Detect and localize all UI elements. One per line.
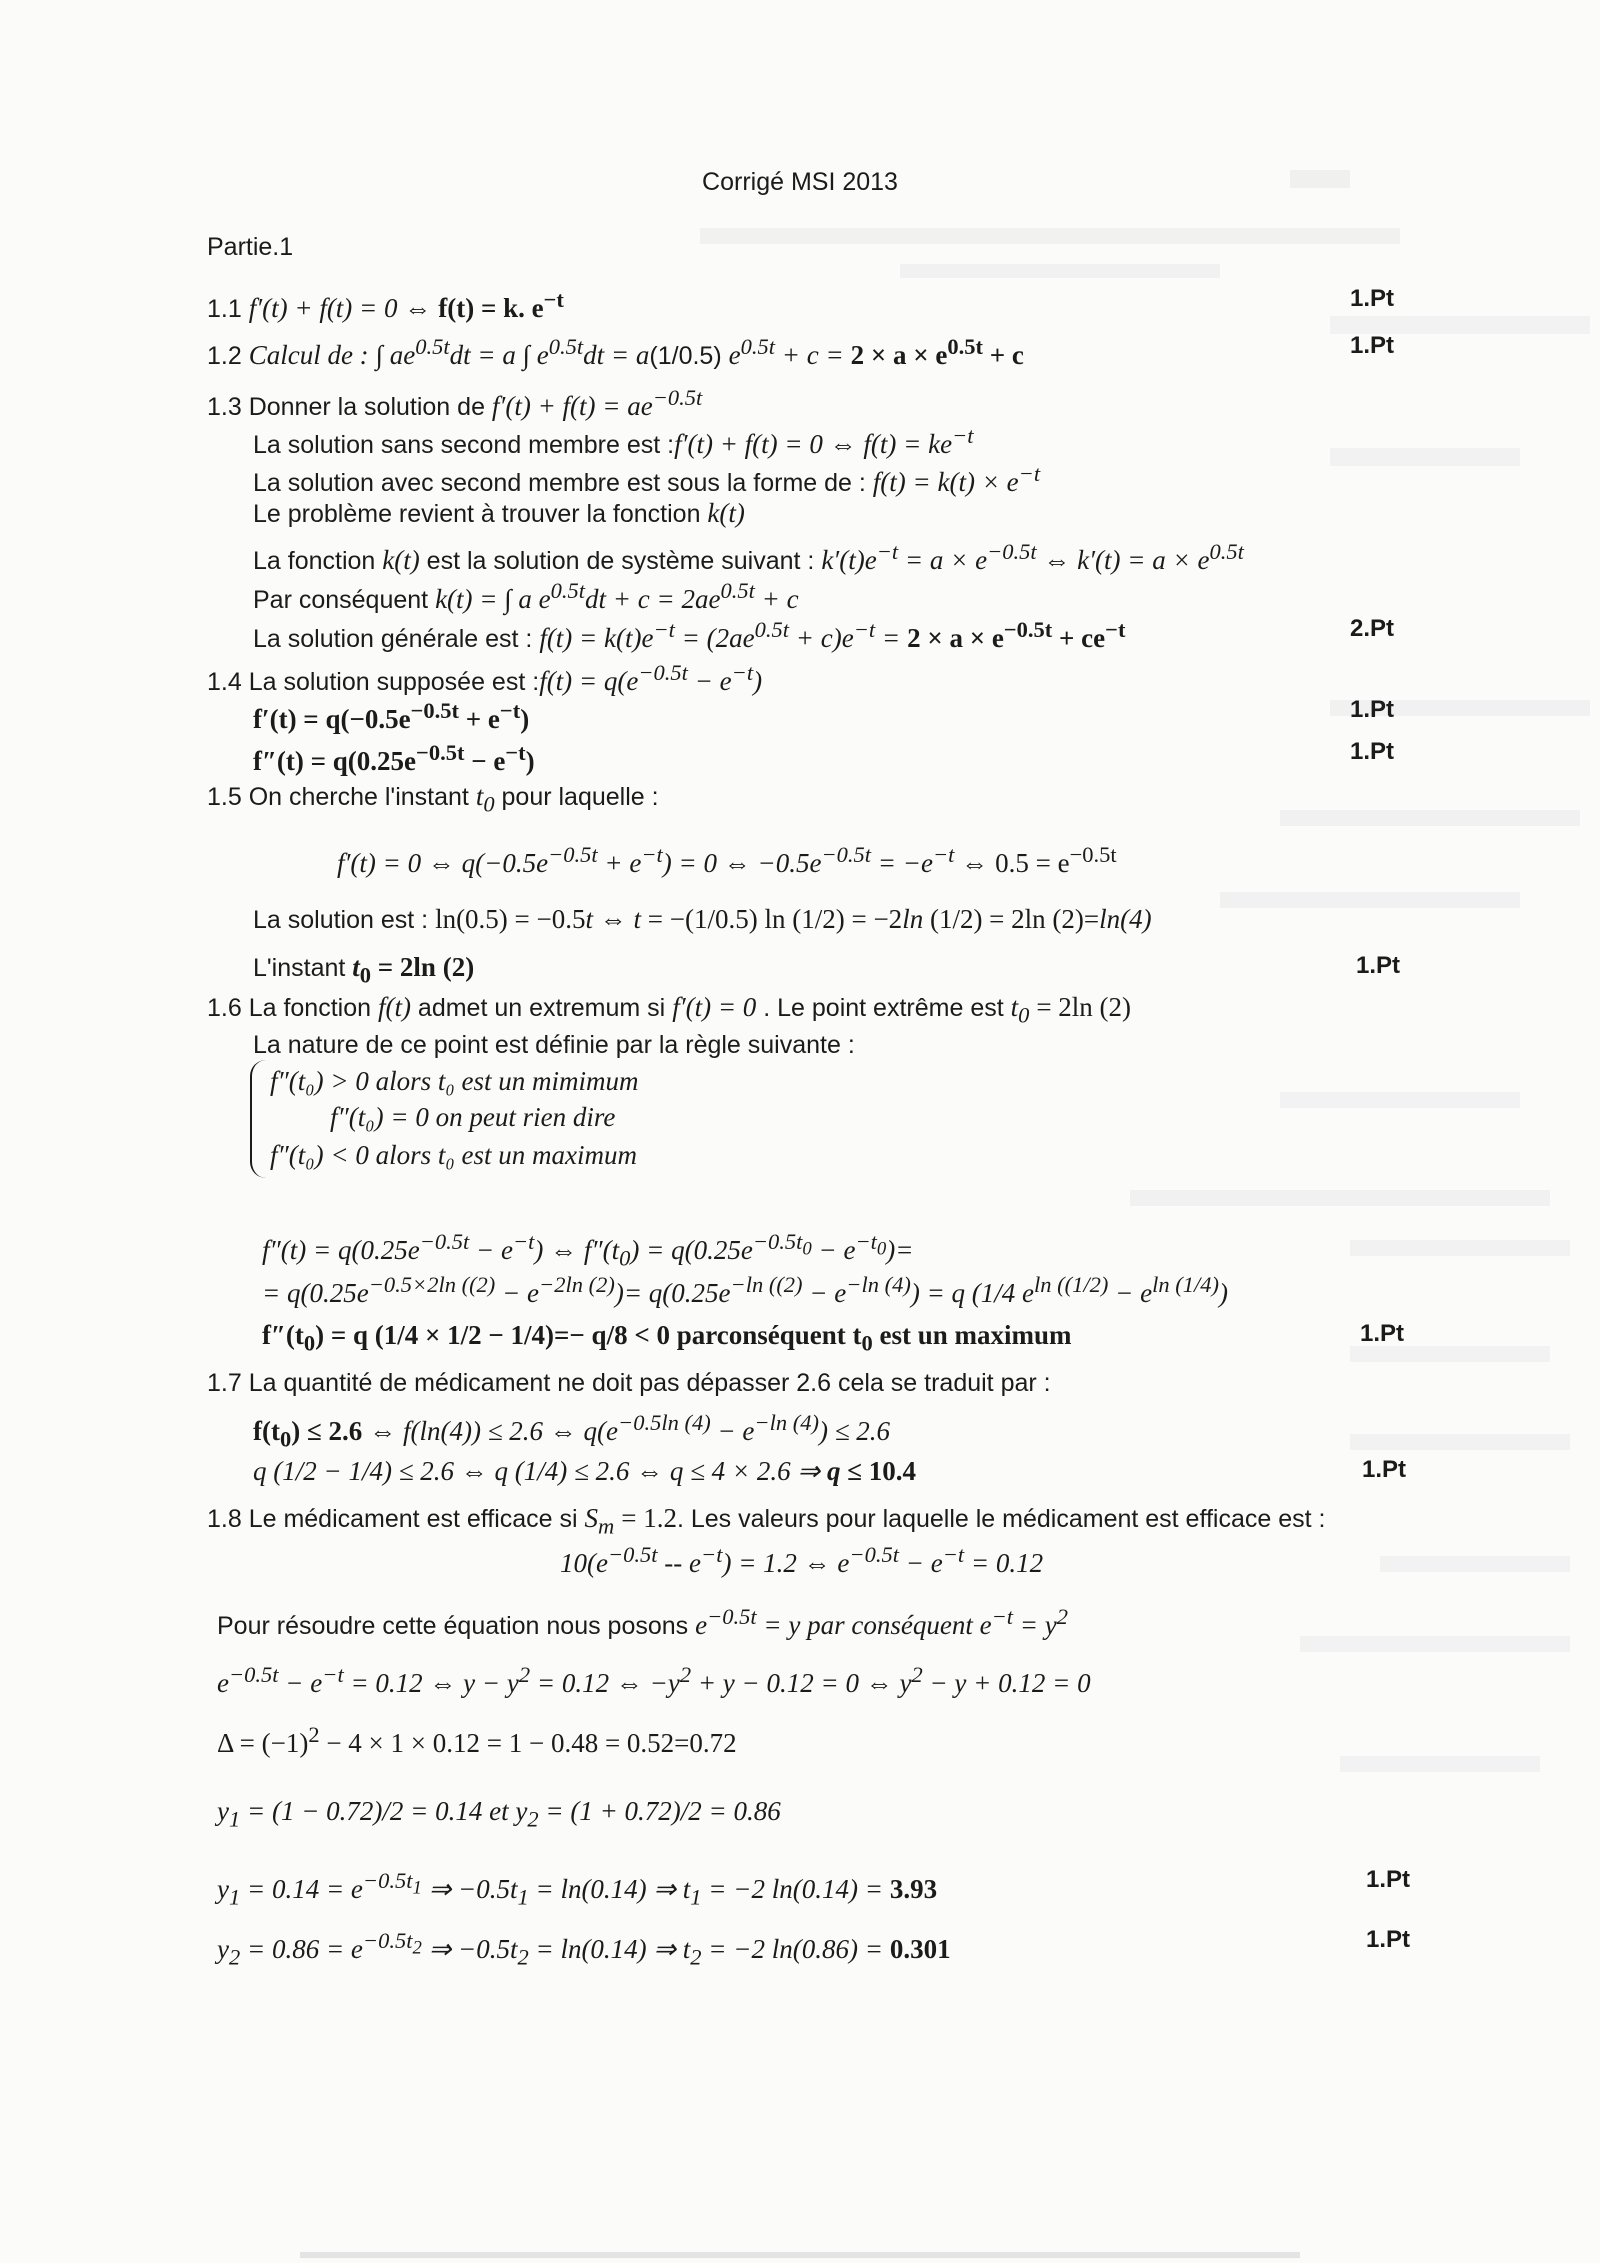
solution-line: La nature de ce point est définie par la règle suivante : — [253, 1031, 855, 1059]
solution-line: $f'(t) = q(-0.5e^{-0.5t} + e^{-t})$ — [253, 698, 530, 734]
solution-line: 1.1 f′(t) + f(t) = 0 ⇔ f(t) = k. $e^{-t}$ — [207, 287, 564, 323]
solution-line: 1.3 Donner la solution de $f'(t) + f(t) = ae^{-0.5t}$ — [207, 385, 703, 421]
solution-line: 1.8 Le médicament est efficace si $S_m = 1.2$. Les valeurs pour laquelle le médicament est efficace est : — [207, 1503, 1326, 1539]
points-label: 1.Pt — [1360, 1320, 1405, 1347]
solution-line: $y_2 = 0.86 = e^{-0.5t_2}$ ⇒ $-0.5t_2 = \ln(0.14)$ ⇒ $t_2 = -2$ ln(0.86) = 0.301 — [217, 1928, 951, 1970]
points-label: 1.Pt — [1350, 738, 1395, 765]
solution-line: 1.2 Calcul de : ∫ $ae^{0.5t}dt = a$ ∫ $e^{0.5t}dt = a(1/0.5) e^{0.5t} + c = 2 \times a \times e^{0.5t} + c$ — [207, 334, 1024, 370]
solution-line: La solution est : ln(0.5) = −0.5t ⇔ t = −(1/0.5) ln (1/2) = −2ln (1/2) = 2ln (2)=ln(4) — [253, 904, 1152, 934]
part-heading: Partie.1 — [207, 233, 294, 261]
points-label: 1.Pt — [1362, 1456, 1407, 1483]
solution-line: La solution générale est : $f(t) = k(t)e^{-t} = (2ae^{0.5t} + c)e^{-t} = 2 \times a \times e^{-0.5t} + ce^{-t}$ — [253, 617, 1126, 653]
solution-line: Par conséquent k(t) = ∫ a $e^{0.5t}dt + c = 2ae^{0.5t} + c$ — [253, 578, 799, 614]
solution-line: $f''(t) = q(0.25e^{-0.5t} - e^{-t})$ — [253, 740, 535, 776]
case-line-3: f″(t₀) < 0 alors t₀ est un maximum — [270, 1140, 637, 1170]
solution-line: La fonction k(t) est la solution de système suivant : $k'(t)e^{-t} = a \times e^{-0.5t}$ ⇔ $k'(t) = a \times e^{0.5t}$ — [253, 539, 1244, 575]
solution-line: 1.4 La solution supposée est :f(t) = $q(e^{-0.5t} - e^{-t})$ — [207, 660, 763, 696]
solution-line: $e^{-0.5t} - e^{-t} = 0.12$ ⇔ $y - y^2 = 0.12$ ⇔ $-y^2 + y - 0.12 = 0$ ⇔ $y^2 - y + 0.12 = 0$ — [217, 1662, 1091, 1698]
solution-line: f′(t) = 0 ⇔ $q(-0.5e^{-0.5t} + e^{-t}) = 0$ ⇔ $-0.5e^{-0.5t} = -e^{-t}$ ⇔ $0.5 = e^{-0.5t}$ — [337, 842, 1117, 878]
solution-line: = $q(0.25e^{-0.5\times 2ln ((2)} - e^{-2ln (2)})= q(0.25e^{-ln ((2)} - e^{-ln (4)}) = q$ (1/4 $e^{ln ((1/2)} - e^{ln (1/4)}$) — [262, 1272, 1228, 1308]
solution-line: 1.7 La quantité de médicament ne doit pas dépasser 2.6 cela se traduit par : — [207, 1369, 1051, 1397]
solution-line: 1.5 On cherche l'instant $t_0$ pour laquelle : — [207, 781, 659, 817]
case-line-1: f″(t₀) > 0 alors t₀ est un mimimum — [270, 1066, 639, 1096]
solution-line: $y_1 = (1 - 0.72)/2 = 0.14$ et $y_2 = (1 + 0.72)/2 = 0.86$ — [217, 1796, 781, 1832]
cases-brace — [250, 1060, 266, 1178]
points-label: 1.Pt — [1350, 696, 1395, 723]
solution-line: $f(t_0) \le 2.6$ ⇔ f(ln(4)) ≤ 2.6 ⇔ $q(e^{-0.5ln (4)} - e^{-ln (4)}) \le 2.6$ — [253, 1410, 891, 1452]
solution-line: La solution sans second membre est :f′(t) + f(t) = 0 ⇔ $f(t) = ke^{-t}$ — [253, 423, 974, 459]
solution-line: $\Delta = (-1)^2 - 4 \times 1 \times 0.12 = 1 - 0.48 = 0.52=0.72$ — [217, 1722, 737, 1758]
solution-line: Pour résoudre cette équation nous posons $e^{-0.5t} = y$ par conséquent $e^{-t} = y^2$ — [217, 1604, 1068, 1640]
points-label: 1.Pt — [1356, 952, 1401, 979]
case-line-2: f″(t₀) = 0 on peut rien dire — [330, 1102, 616, 1132]
points-label: 1.Pt — [1350, 285, 1395, 312]
document-title: Corrigé MSI 2013 — [702, 168, 898, 196]
points-label: 1.Pt — [1350, 332, 1395, 359]
solution-line: $f''(t) = q(0.25e^{-0.5t} - e^{-t})$ ⇔ $f''(t_0) = q(0.25e^{-0.5t_0} - e^{-t_0})=$ — [262, 1229, 914, 1271]
solution-line: 1.6 La fonction f(t) admet un extremum si f′(t) = 0 . Le point extrême est $t_0 = 2\ln$ (2) — [207, 992, 1132, 1028]
solution-line: q (1/2 − 1/4) ≤ 2.6 ⇔ q (1/4) ≤ 2.6 ⇔ q ≤ 4 × 2.6 ⇒ q ≤ 10.4 — [253, 1456, 917, 1486]
solution-line: $f''(t_0) = q$ (1/4 × 1/2 − 1/4)=− q/8 < 0 parconséquent $t_0$ est un maximum — [262, 1320, 1072, 1356]
solution-line: L'instant $t_0 = 2\ln$ (2) — [253, 952, 475, 988]
solution-line: La solution avec second membre est sous la forme de : $f(t) = k(t) \times e^{-t}$ — [253, 461, 1041, 497]
points-label: 2.Pt — [1350, 615, 1395, 642]
solution-line: $y_1 = 0.14 = e^{-0.5t_1}$ ⇒ $-0.5t_1 = \ln(0.14)$ ⇒ $t_1 = -2$ ln(0.14) = 3.93 — [217, 1868, 938, 1910]
points-label: 1.Pt — [1366, 1866, 1411, 1893]
solution-line: Le problème revient à trouver la fonction k(t) — [253, 498, 745, 528]
solution-line: $10(e^{-0.5t} -- e^{-t}) = 1.2$ ⇔ $e^{-0.5t} - e^{-t} = 0.12$ — [560, 1542, 1044, 1578]
points-label: 1.Pt — [1366, 1926, 1411, 1953]
